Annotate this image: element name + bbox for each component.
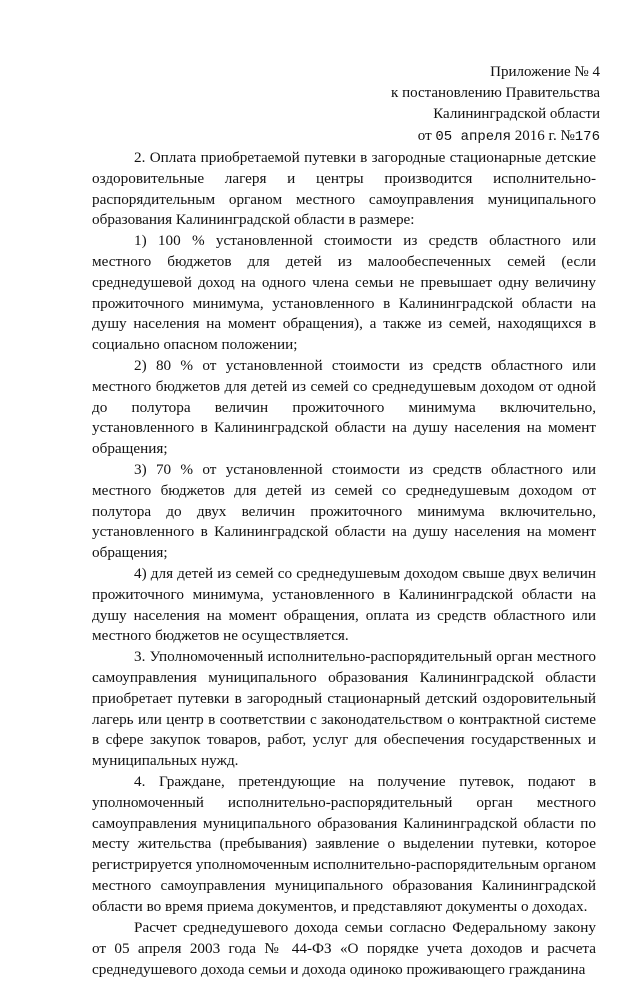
date-prefix: от bbox=[417, 128, 432, 144]
resolution-number: 176 bbox=[574, 129, 600, 145]
paragraph-subitem-1: 1) 100 % установленной стоимости из средств областного или местного бюджетов для детей из малообеспеченных семей (если среднедушевой доход на одного члена семьи не превышает одну величину прожиточного минимума, установленного в Калининградской области на душу населения на момент обращения), а также из семей, находящихся в социально опасном положении; bbox=[92, 232, 596, 354]
date-day: 05 апреля bbox=[435, 129, 511, 145]
date-year: 2016 г. № bbox=[514, 128, 575, 144]
appendix-resolution-line: к постановлению Правительства bbox=[391, 85, 600, 101]
paragraph-subitem-3: 3) 70 % от установленной стоимости из средств областного или местного бюджетов для детей из семей со среднедушевым доходом от полутора до двух величин прожиточного минимума включительно, установленного в Калининградской области на душу населения на момент обращения; bbox=[92, 460, 596, 562]
paragraph-subitem-2: 2) 80 % от установленной стоимости из средств областного или местного бюджетов для детей из семей со среднедушевым доходом от одной до полутора величин прожиточного минимума включительно, установленного в Калининградской области на душу населения на момент обращения; bbox=[92, 356, 596, 458]
document-body bbox=[92, 148, 596, 981]
paragraph-item-2: 2. Оплата приобретаемой путевки в загородные стационарные детские оздоровительные лагеря и центры производится исполнительно-распорядительным органом местного самоуправления муниципального образования Калининградской области в размере: bbox=[92, 149, 596, 229]
paragraph-item-4: 4. Граждане, претендующие на получение путевок, подают в уполномоченный исполнительно-распорядительный орган местного самоуправления муниципального образования Калининградской области по месту жительства (пребывания) заявление о выделении путевки, которое регистрируется уполномоченным исполнительно-распорядительным органом местного самоуправления муниципального образования Калининградской области во время приема документов, и представляют документы о доходах. bbox=[92, 772, 596, 915]
paragraph-subitem-4: 4) для детей из семей со среднедушевым доходом свыше двух величин прожиточного минимума, установленного в Калининградской области на душу населения на момент обращения, оплата из средств областного или местного бюджетов не осуществляется. bbox=[92, 564, 596, 645]
appendix-date-line bbox=[360, 126, 600, 148]
appendix-region-line: Калининградской области bbox=[433, 106, 600, 122]
paragraph-item-3: 3. Уполномоченный исполнительно-распорядительный орган местного самоуправления муниципального образования Калининградской области приобретает путевки в загородный стационарный детский оздоровительный лагерь или центр в соответствии с законодательством о контрактной системе в сфере закупок товаров, работ, услуг для обеспечения государственных и муниципальных нужд. bbox=[92, 648, 596, 770]
appendix-header bbox=[360, 62, 600, 148]
paragraph-income-calculation: Расчет среднедушевого дохода семьи согласно Федеральному закону от 05 апреля 2003 года № 44-ФЗ «О порядке учета доходов и расчета среднедушевого дохода семьи и дохода одиноко проживающего гражданина bbox=[92, 919, 596, 979]
appendix-title: Приложение № 4 bbox=[490, 64, 600, 80]
